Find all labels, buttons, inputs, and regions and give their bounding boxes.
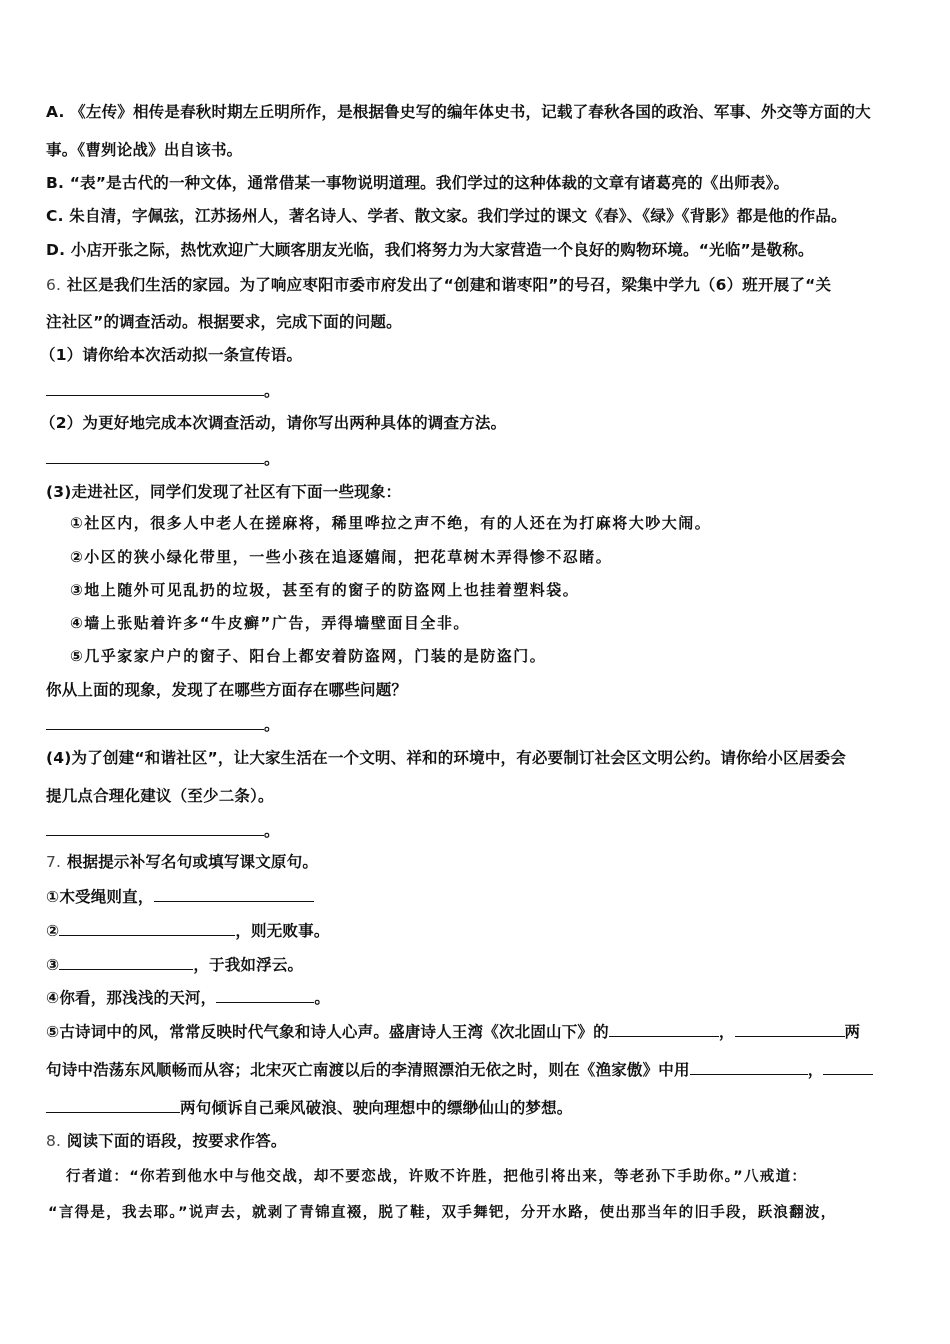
blank[interactable] [59, 920, 235, 936]
phenomenon-5: ⑤几乎家家户户的窗子、阳台上都安着防盗网，门装的是防盗门。 [70, 647, 547, 665]
option-d: D. 小店开张之际，热忱欢迎广大顾客朋友光临，我们将努力为大家营造一个良好的购物环境。“光临”是敬称。 [46, 241, 814, 259]
q6-number: 6. [46, 276, 62, 294]
blank[interactable] [46, 1097, 180, 1113]
q8-passage-line1: 行者道：“你若到他水中与他交战，却不要恋战，许败不许胜，把他引将出来，等老孙下手助你。”八戒道： [66, 1169, 808, 1185]
period: 。 [264, 822, 280, 840]
answer-blank-2[interactable] [46, 448, 280, 469]
phenomenon-4: ④墙上张贴着许多“牛皮癣”广告，弄得墙壁面目全非。 [70, 614, 470, 632]
q7-item1 [46, 886, 314, 907]
period: 。 [264, 716, 280, 734]
q6-stem-text: 社区是我们生活的家园。为了响应枣阳市委市府发出了“创建和谐枣阳”的号召，梁集中学九（6）班开展了“关 [66, 276, 832, 294]
answer-blank-3[interactable] [46, 714, 280, 735]
q8-number: 8. [46, 1132, 62, 1150]
blank[interactable] [59, 954, 193, 970]
q7-item5-line2 [46, 1059, 873, 1080]
blank[interactable] [216, 987, 314, 1003]
q8-passage-line2: “言得是，我去耶。”说声去，就剥了青锦直裰，脱了鞋，双手舞钯，分开水路，使出那当年的旧手段，跃浪翻波， [48, 1205, 837, 1221]
period: 。 [314, 989, 331, 1007]
q7-item1-text: ①木受绳则直， [46, 888, 154, 906]
q7-item5-text: 两句倾诉自己乘风破浪、驶向理想中的缥缈仙山的梦想。 [180, 1099, 573, 1117]
q7-item2-marker: ② [46, 922, 60, 940]
blank[interactable] [735, 1021, 845, 1037]
q7-item4 [46, 987, 330, 1008]
q7-stem [46, 852, 318, 872]
q6-part4-line2: 提几点合理化建议（至少二条）。 [46, 787, 274, 805]
blank[interactable] [690, 1059, 808, 1075]
q6-part3-question: 你从上面的现象，发现了在哪些方面存在哪些问题？ [46, 681, 408, 699]
q7-item2 [46, 920, 330, 941]
q6-part1: （1）请你给本次活动拟一条宣传语。 [40, 346, 303, 364]
q7-item5-line3 [46, 1097, 573, 1118]
phenomenon-1: ①社区内，很多人中老人在搓麻将，稀里哗拉之声不绝，有的人还在为打麻将大吵大闹。 [70, 514, 712, 532]
q6-stem-line2: 注社区”的调查活动。根据要求，完成下面的问题。 [46, 313, 402, 331]
q7-number: 7. [46, 853, 62, 871]
answer-blank-1[interactable] [46, 380, 280, 401]
q6-part4-line1: (4)为了创建“和谐社区”，让大家生活在一个文明、祥和的环境中，有必要制订社会区文明公约。请你给小区居委会 [46, 749, 846, 767]
phenomenon-2: ②小区的狭小绿化带里，一些小孩在追逐嬉闹，把花草树木弄得惨不忍睹。 [70, 548, 613, 566]
option-a-line1: A. 《左传》相传是春秋时期左丘明所作，是根据鲁史写的编年体史书，记载了春秋各国的政治、军事、外交等方面的大 [46, 103, 871, 121]
q7-item2-text: ，则无败事。 [235, 922, 330, 940]
comma: ， [807, 1061, 824, 1079]
q8-stem-text: 阅读下面的语段，按要求作答。 [66, 1132, 287, 1150]
comma: ， [718, 1023, 735, 1041]
option-a-line2: 事。《曹刿论战》出自该书。 [46, 141, 243, 159]
blank[interactable] [823, 1059, 873, 1075]
blank[interactable] [154, 886, 314, 902]
q7-item4-text: ④你看，那浅浅的天河， [46, 989, 217, 1007]
q6-stem-line1 [46, 275, 831, 295]
q7-item3-marker: ③ [46, 956, 60, 974]
phenomenon-3: ③地上随外可见乱扔的垃圾，甚至有的窗子的防盗网上也挂着塑料袋。 [70, 581, 580, 599]
q7-item5-text: 句诗中浩荡东风顺畅而从容；北宋灭亡南渡以后的李清照漂泊无依之时，则在《渔家傲》中用 [46, 1061, 690, 1079]
answer-blank-4[interactable] [46, 820, 280, 841]
period: 。 [264, 450, 280, 468]
blank[interactable] [609, 1021, 719, 1037]
q7-item5-text: 两 [844, 1023, 861, 1041]
q7-item3 [46, 954, 303, 975]
q7-item5-line1 [46, 1021, 860, 1042]
option-c: C. 朱自清，字佩弦，江苏扬州人，著名诗人、学者、散文家。我们学过的课文《春》、《绿》《背影》都是他的作品。 [46, 207, 847, 225]
q7-item3-text: ，于我如浮云。 [193, 956, 304, 974]
q6-part2: （2）为更好地完成本次调查活动，请你写出两种具体的调查方法。 [40, 414, 507, 432]
q6-part3: (3)走进社区，同学们发现了社区有下面一些现象： [46, 483, 402, 501]
q7-stem-text: 根据提示补写名句或填写课文原句。 [66, 853, 319, 871]
q8-stem [46, 1131, 287, 1151]
option-b: B. “表”是古代的一种文体，通常借某一事物说明道理。我们学过的这种体裁的文章有诸葛亮的《出师表》。 [46, 174, 790, 192]
q7-item5-text: ⑤古诗词中的风，常常反映时代气象和诗人心声。盛唐诗人王湾《次北固山下》的 [46, 1023, 609, 1041]
period: 。 [264, 382, 280, 400]
